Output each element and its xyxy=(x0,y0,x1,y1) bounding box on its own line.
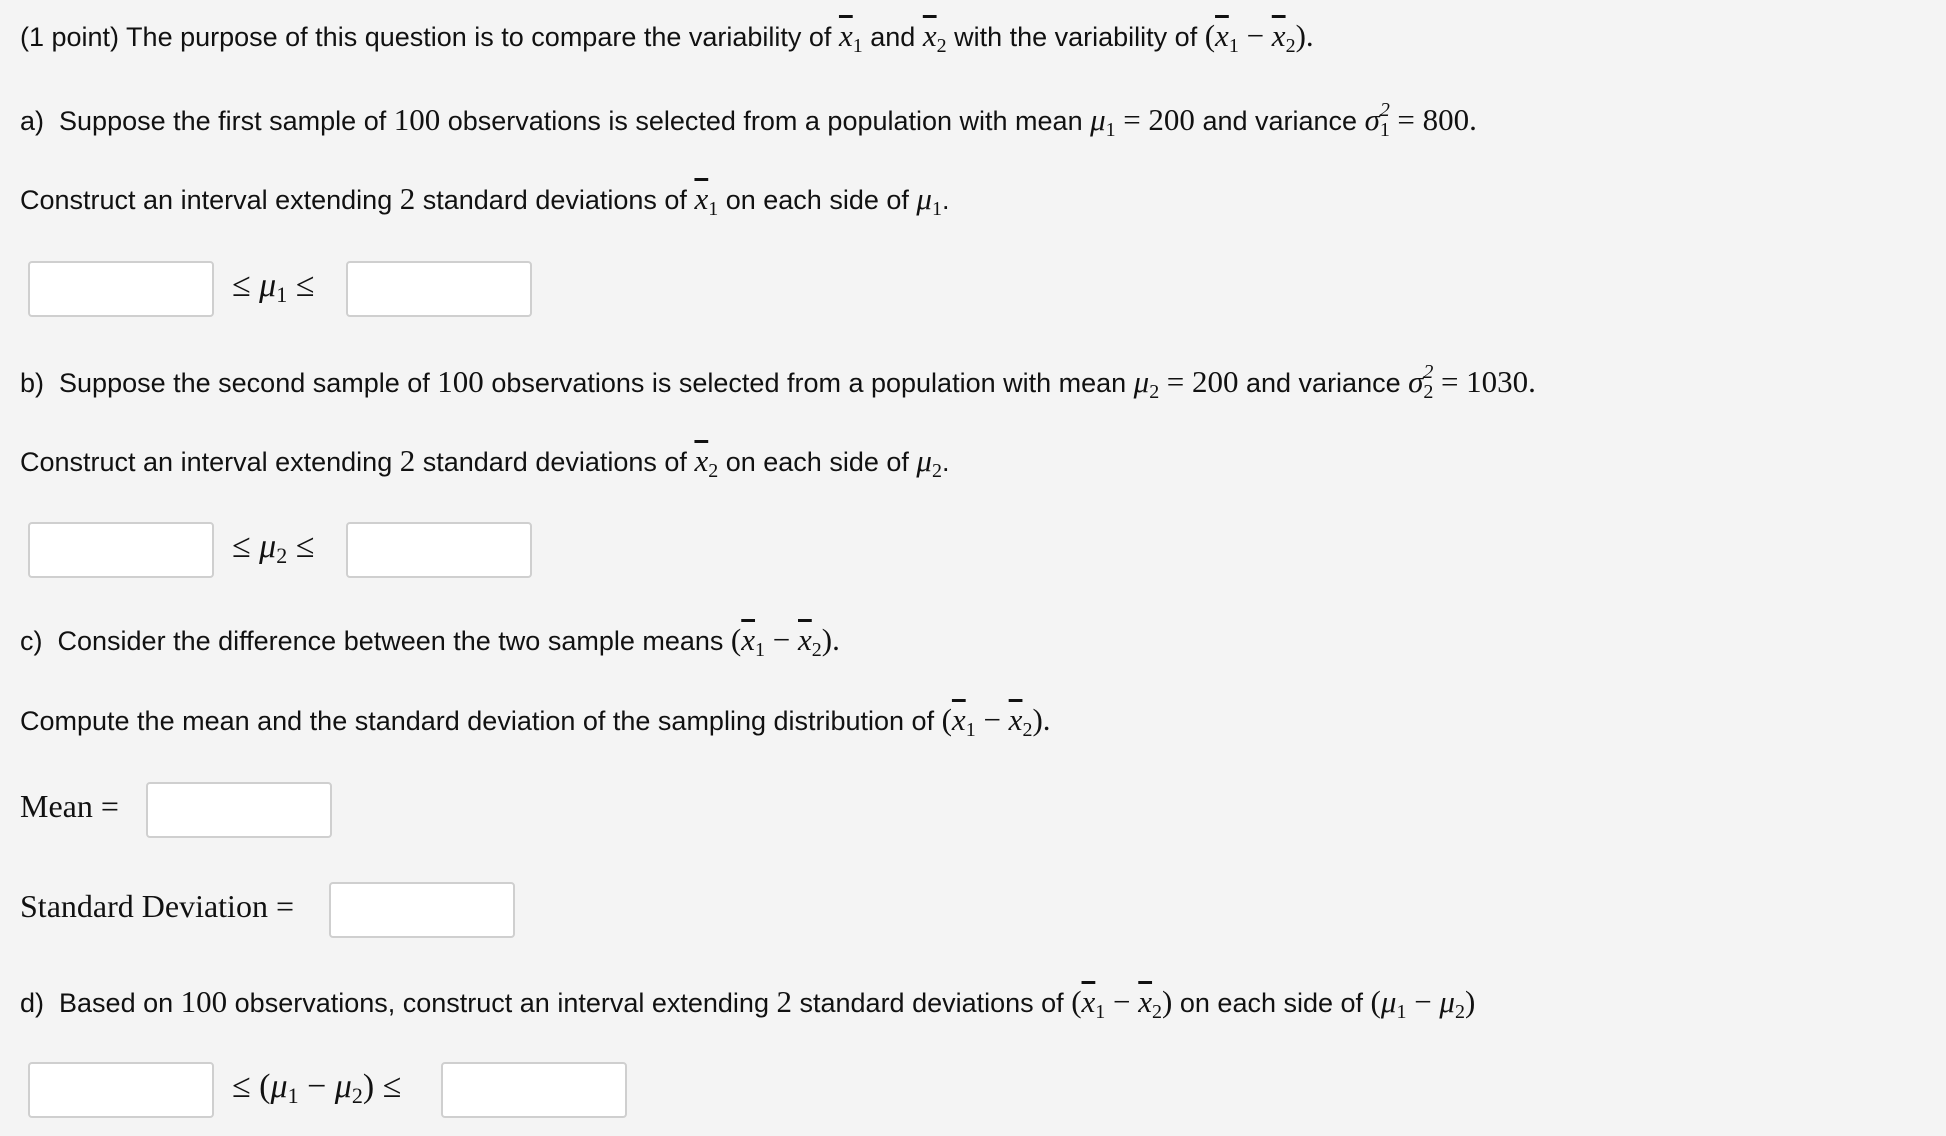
part-d-statement: d) Based on 100 observations, construct an interval extending 2 standard deviations of $(\overline{x}_1 - \overline{x}_2)$ on each side of $(\mu_1 - \mu_2)$ xyxy=(20,984,1476,1023)
mu1-inequality: ≤ $\mu_1$ ≤ xyxy=(232,267,315,307)
sd-input[interactable] xyxy=(329,882,515,938)
diff-expression: $(\overline{x}_1 - \overline{x}_2)$. xyxy=(1204,18,1314,57)
part-d-lower-input[interactable] xyxy=(28,1062,214,1118)
intro-text: (1 point) The purpose of this question is to compare the variability of $\overline{x}_1$ and $\overline{x}_2$ with the variability of $(\overline{x}_1 - \overline{x}_2)$. xyxy=(20,18,1314,57)
part-c-statement: c) Consider the difference between the two sample means $(\overline{x}_1 - \overline{x}_2)$. xyxy=(20,622,840,661)
xbar1-symbol: $\overline{x}_1$ xyxy=(838,18,863,57)
mu2-inequality: ≤ $\mu_2$ ≤ xyxy=(232,528,315,568)
part-a-lower-input[interactable] xyxy=(28,261,214,317)
part-b-upper-input[interactable] xyxy=(346,522,532,578)
mu-diff-inequality: ≤ $(\mu_1 - \mu_2)$ ≤ xyxy=(232,1068,402,1108)
part-d-upper-input[interactable] xyxy=(441,1062,627,1118)
part-a-construct: Construct an interval extending 2 standard deviations of $\overline{x}_1$ on each side of $\mu_1$. xyxy=(20,181,950,220)
mean-label: Mean = xyxy=(20,788,119,824)
part-a-statement: a) Suppose the first sample of 100 observations is selected from a population with mean $\mu_1 = 200$ and variance $\sigma^2_1 = 800$. xyxy=(20,99,1477,141)
mean-input[interactable] xyxy=(146,782,332,838)
part-a-upper-input[interactable] xyxy=(346,261,532,317)
part-b-lower-input[interactable] xyxy=(28,522,214,578)
part-b-construct: Construct an interval extending 2 standard deviations of $\overline{x}_2$ on each side of $\mu_2$. xyxy=(20,443,950,482)
sd-label: Standard Deviation = xyxy=(20,888,294,924)
part-b-statement: b) Suppose the second sample of 100 observations is selected from a population with mean $\mu_2 = 200$ and variance $\sigma^2_2 = 1030$. xyxy=(20,361,1536,403)
xbar2-symbol: $\overline{x}_2$ xyxy=(922,18,947,57)
part-c-compute: Compute the mean and the standard deviation of the sampling distribution of $(\overline{x}_1 - \overline{x}_2)$. xyxy=(20,702,1051,741)
